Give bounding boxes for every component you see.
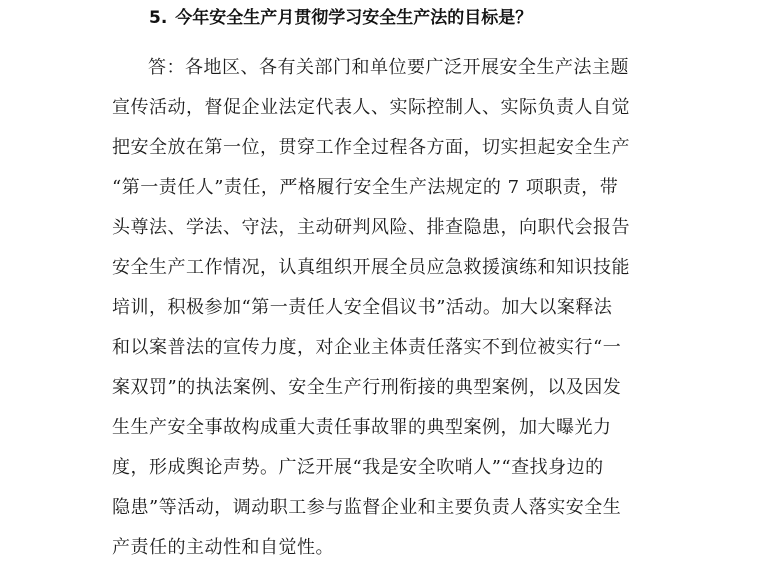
question-heading <box>149 6 532 30</box>
answer-body <box>112 48 672 568</box>
answer-line: 案双罚”的执法案例、安全生产行刑衔接的典型案例，以及因发 <box>112 377 622 398</box>
answer-line: 宣传活动，督促企业法定代表人、实际控制人、实际负责人自觉 <box>112 97 630 118</box>
answer-line: 安全生产工作情况，认真组织开展全员应急救援演练和知识技能 <box>112 257 630 278</box>
answer-line: 和以案普法的宣传力度，对企业主体责任落实不到位被实行“一 <box>112 337 622 358</box>
answer-line: 把安全放在第一位，贯穿工作全过程各方面，切实担起安全生产 <box>112 137 630 158</box>
answer-line: 产责任的主动性和自觉性。 <box>112 537 334 558</box>
answer-line: 头尊法、学法、守法，主动研判风险、排查隐患，向职代会报告 <box>112 217 630 238</box>
question-number: 5. <box>149 8 168 28</box>
answer-line: 度，形成舆论声势。广泛开展“我是安全吹哨人”“查找身边的 <box>112 457 604 478</box>
answer-line: 培训，积极参加“第一责任人安全倡议书”活动。加大以案释法 <box>112 297 613 318</box>
answer-line: 生生产安全事故构成重大责任事故罪的典型案例，加大曝光力 <box>112 417 612 438</box>
answer-line: 隐患”等活动，调动职工参与监督企业和主要负责人落实安全生 <box>112 497 622 518</box>
question-text: 今年安全生产月贯彻学习安全生产法的目标是？ <box>175 8 533 28</box>
answer-line: “第一责任人”责任，严格履行安全生产法规定的 7 项职责，带 <box>112 177 619 198</box>
answer-line: 答：各地区、各有关部门和单位要广泛开展安全生产法主题 <box>148 57 629 78</box>
